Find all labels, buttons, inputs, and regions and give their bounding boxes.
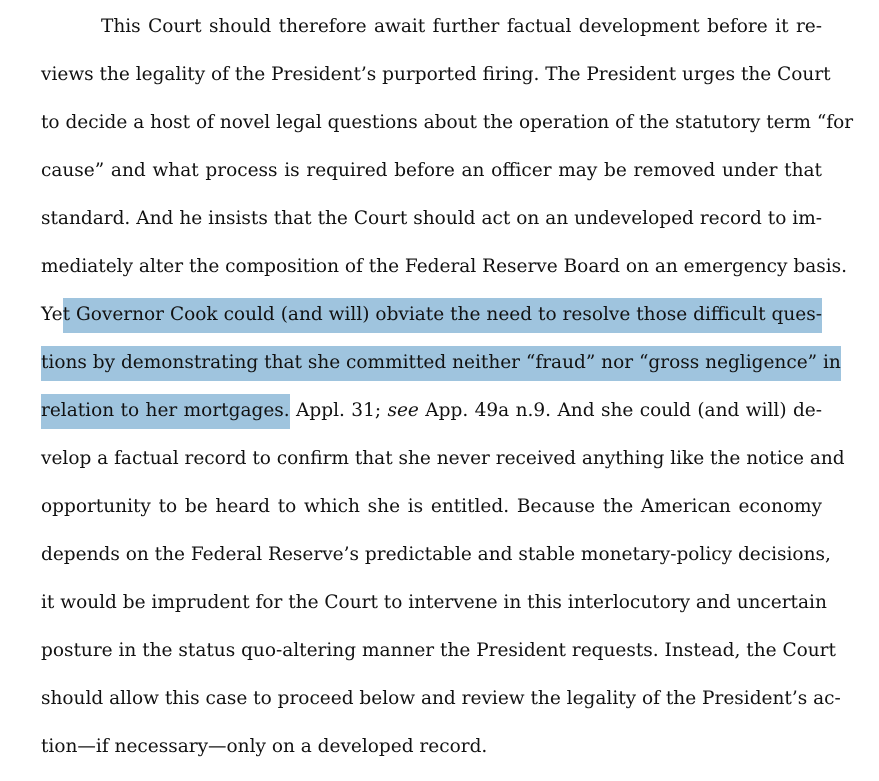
paragraph-line [41,205,822,233]
paragraph-line-highlighted [41,397,822,425]
line-text: should allow this case to proceed below and review the legality of the President’s ac- [41,688,841,709]
italic-signal: see [387,400,419,421]
paragraph-line [41,733,822,761]
paragraph-line [41,157,822,185]
highlighted-text[interactable]: t Governor Cook could (and will) obviate the need to resolve those difficult ques- [63,298,822,333]
paragraph-line [41,445,845,473]
line-text: cause” and what process is required before an officer may be removed under that [41,160,822,181]
line-text: opportunity to be heard to which she is entitled. Because the American economy [41,496,822,517]
paragraph-line [41,109,854,137]
paragraph-line [41,637,836,665]
paragraph-line [41,253,848,281]
highlighted-text[interactable]: relation to her mortgages. [41,394,290,429]
line-text: Ye [41,304,63,325]
paragraph-line [41,541,831,569]
line-text: depends on the Federal Reserve’s predictable and stable monetary-policy decisions, [41,544,831,565]
line-text: tion—if necessary—only on a developed record. [41,736,488,757]
paragraph-line [41,493,822,521]
line-text: standard. And he insists that the Court should act on an undeveloped record to im- [41,208,822,229]
paragraph-line [41,589,827,617]
line-text: mediately alter the composition of the Federal Reserve Board on an emergency basis. [41,256,848,277]
line-text: This Court should therefore await further factual development before it re- [101,16,822,37]
line-text: posture in the status quo-altering manner the President requests. Instead, the Court [41,640,836,661]
line-text: it would be imprudent for the Court to intervene in this interlocutory and uncertain [41,592,827,613]
paragraph-line [41,685,841,713]
paragraph-line [41,61,831,89]
line-text: App. 49a n.9. And she could (and will) de- [418,400,822,421]
paragraph-line-highlighted [41,349,841,377]
line-text: velop a factual record to confirm that she never received anything like the notice and [41,448,845,469]
paragraph-line [101,13,822,41]
line-text: Appl. 31; [289,400,388,421]
line-text: to decide a host of novel legal questions about the operation of the statutory term “for [41,112,854,133]
line-text: views the legality of the President’s purported firing. The President urges the Court [41,64,831,85]
highlighted-text[interactable]: tions by demonstrating that she committed neither “fraud” nor “gross negligence” in [41,346,841,381]
paragraph-line-highlighted [41,301,822,329]
